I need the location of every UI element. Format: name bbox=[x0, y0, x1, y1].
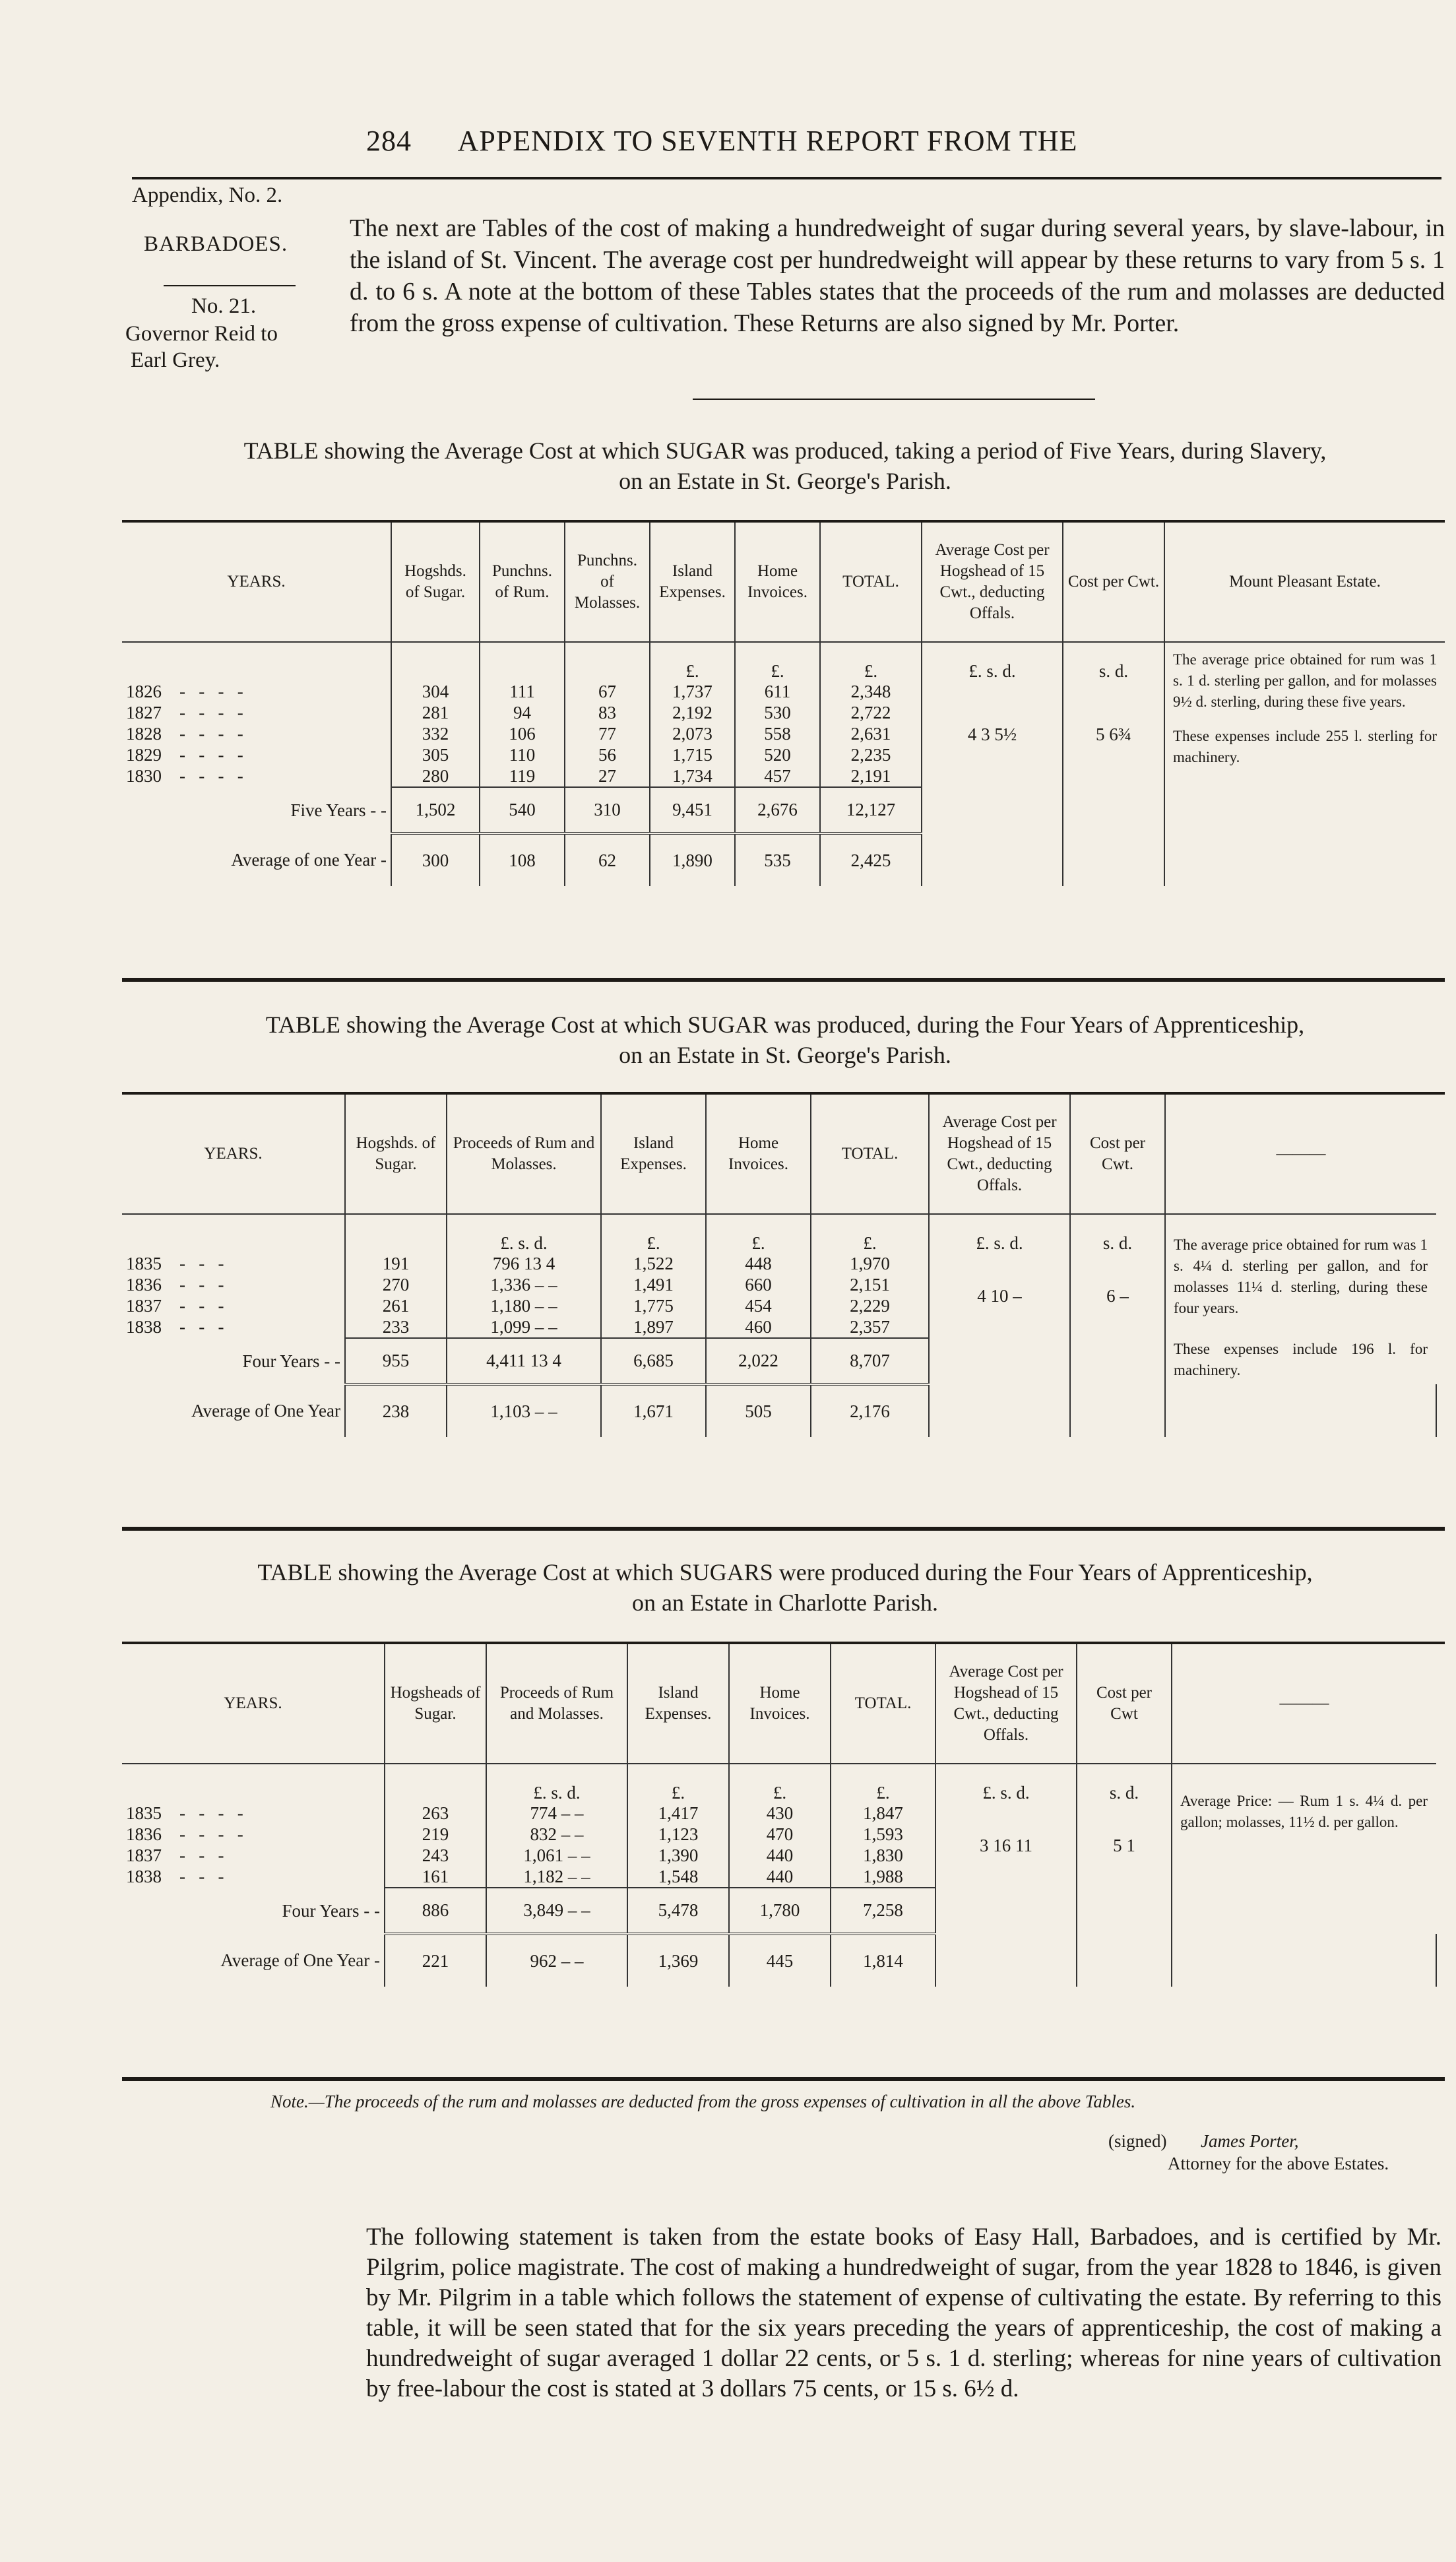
cell: 457 bbox=[735, 766, 820, 787]
cell: 332 bbox=[391, 724, 480, 745]
cell: 305 bbox=[391, 745, 480, 766]
table3 bbox=[122, 1644, 1445, 1987]
average-cell: 2,176 bbox=[811, 1384, 929, 1437]
total-cell: 9,451 bbox=[650, 787, 735, 833]
average-label: Average of One Year bbox=[191, 1400, 340, 1421]
cell: 1,737 bbox=[650, 682, 735, 703]
table3-caption-line2: on an Estate in Charlotte Parish. bbox=[632, 1589, 938, 1616]
cell: 219 bbox=[385, 1824, 486, 1845]
cell: 119 bbox=[480, 766, 565, 787]
unit: £. bbox=[729, 1764, 831, 1803]
unit: £. bbox=[735, 642, 820, 682]
cell: 440 bbox=[729, 1845, 831, 1867]
unit: £. bbox=[831, 1764, 935, 1803]
table3-header-row bbox=[122, 1644, 1445, 1764]
unit: s. d. bbox=[1077, 1764, 1172, 1803]
col-header: YEARS. bbox=[122, 1644, 385, 1764]
total-cell: 7,258 bbox=[831, 1888, 935, 1934]
table2-bottom-rule bbox=[122, 1527, 1445, 1531]
table1-header-row bbox=[122, 523, 1445, 642]
cell: 460 bbox=[706, 1317, 811, 1338]
cell: 1,593 bbox=[831, 1824, 935, 1845]
year-cell: 1838 - - - bbox=[126, 1867, 224, 1886]
cell: 448 bbox=[706, 1254, 811, 1275]
table2-note2: These expenses include 196 l. for machinery. bbox=[1174, 1341, 1428, 1378]
cell: 106 bbox=[480, 724, 565, 745]
col-header: Cost per Cwt. bbox=[1063, 523, 1164, 642]
col-header: Punchns. of Rum. bbox=[480, 523, 565, 642]
cell: 520 bbox=[735, 745, 820, 766]
table2-note1: The average price obtained for rum was 1 s. 4¼ d. sterling per gallon, and for molasses 11¼ d. sterling, during these four years. bbox=[1174, 1236, 1428, 1316]
year-cell: 1836 - - - - bbox=[126, 1824, 243, 1844]
cell: 304 bbox=[391, 682, 480, 703]
unit: £. s. d. bbox=[447, 1214, 601, 1254]
col-header: Home Invoices. bbox=[735, 523, 820, 642]
year-cell: 1827 - - - - bbox=[126, 703, 243, 722]
cell: 233 bbox=[345, 1317, 447, 1338]
cell: 1,123 bbox=[627, 1824, 729, 1845]
unit: £. bbox=[627, 1764, 729, 1803]
cost-cwt-cell: 6 – bbox=[1070, 1254, 1165, 1338]
col-header: Average Cost per Hogshead of 15 Cwt., deducting Offals. bbox=[922, 523, 1063, 642]
col-header: ——— bbox=[1172, 1644, 1436, 1764]
average-cell: 1,369 bbox=[627, 1934, 729, 1987]
cell: 261 bbox=[345, 1296, 447, 1317]
cell: 1,897 bbox=[601, 1317, 706, 1338]
cell: 191 bbox=[345, 1254, 447, 1275]
cell: 558 bbox=[735, 724, 820, 745]
total-label: Four Years - - bbox=[242, 1351, 340, 1371]
page-title: APPENDIX TO SEVENTH REPORT FROM THE bbox=[457, 125, 1078, 157]
cell: 1,099 – – bbox=[447, 1317, 601, 1338]
table3-notes bbox=[1172, 1764, 1436, 1987]
cell: 27 bbox=[565, 766, 650, 787]
avg-cost-cell: 4 3 5½ bbox=[922, 682, 1063, 787]
cell: 832 – – bbox=[486, 1824, 627, 1845]
unit: £. s. d. bbox=[929, 1214, 1070, 1254]
col-header: YEARS. bbox=[122, 523, 391, 642]
table2-header-row bbox=[122, 1095, 1445, 1214]
sidebar-colony: BARBADOES. bbox=[144, 232, 288, 256]
cell: 1,970 bbox=[811, 1254, 929, 1275]
table1-note1: The average price obtained for rum was 1 s. 1 d. sterling per gallon, and for molasses 9½ d. sterling, during these five years. bbox=[1173, 651, 1437, 710]
cell: 263 bbox=[385, 1803, 486, 1824]
year-cell: 1826 - - - - bbox=[126, 682, 243, 701]
unit: £. s. d. bbox=[922, 642, 1063, 682]
unit: £. bbox=[706, 1214, 811, 1254]
header-rule bbox=[132, 177, 1441, 179]
average-cell: 535 bbox=[735, 833, 820, 886]
signature-name: James Porter, bbox=[1201, 2131, 1299, 2151]
table1 bbox=[122, 523, 1445, 886]
col-header: Proceeds of Rum and Molasses. bbox=[486, 1644, 627, 1764]
cell: 440 bbox=[729, 1867, 831, 1888]
average-cell: 1,103 – – bbox=[447, 1384, 601, 1437]
col-header: Average Cost per Hogshead of 15 Cwt., deducting Offals. bbox=[935, 1644, 1077, 1764]
col-header: Average Cost per Hogshead of 15 Cwt., deducting Offals. bbox=[929, 1095, 1070, 1214]
year-cell: 1828 - - - - bbox=[126, 724, 243, 744]
average-cell: 238 bbox=[345, 1384, 447, 1437]
total-cell: 12,127 bbox=[820, 787, 922, 833]
table2-caption-line2: on an Estate in St. George's Parish. bbox=[619, 1042, 951, 1068]
total-cell: 2,676 bbox=[735, 787, 820, 833]
average-cell: 1,890 bbox=[650, 833, 735, 886]
unit: s. d. bbox=[1070, 1214, 1165, 1254]
cell: 1,775 bbox=[601, 1296, 706, 1317]
table3-caption-line1: TABLE showing the Average Cost at which SUGARS were produced during the Four Years of Apprenticeship, bbox=[257, 1559, 1313, 1585]
intro-paragraph: The next are Tables of the cost of making a hundredweight of sugar during several years, by slave-labour, in the island of St. Vincent. The average cost per hundredweight will appear by these returns to vary from 5 s. 1 d. to 6 s. A note at the bottom of these Tables states that the proceeds of the rum and molasses are deducted from the gross expense of cultivation. These Returns are also signed by Mr. Porter. bbox=[350, 214, 1445, 337]
cell: 1,061 – – bbox=[486, 1845, 627, 1867]
unit: £. s. d. bbox=[486, 1764, 627, 1803]
col-header: Island Expenses. bbox=[601, 1095, 706, 1214]
average-cell: 505 bbox=[706, 1384, 811, 1437]
cell: 281 bbox=[391, 703, 480, 724]
cell: 430 bbox=[729, 1803, 831, 1824]
col-header: Cost per Cwt bbox=[1077, 1644, 1172, 1764]
cell: 2,192 bbox=[650, 703, 735, 724]
table2-caption-line1: TABLE showing the Average Cost at which SUGAR was produced, during the Four Years of Apprenticeship, bbox=[265, 1011, 1305, 1038]
table2 bbox=[122, 1095, 1445, 1437]
cell: 2,722 bbox=[820, 703, 922, 724]
col-header: TOTAL. bbox=[820, 523, 922, 642]
table3-units-row bbox=[122, 1764, 1445, 1803]
table2-units-row bbox=[122, 1214, 1445, 1254]
cell: 1,830 bbox=[831, 1845, 935, 1867]
table1-caption bbox=[125, 435, 1445, 496]
year-cell: 1837 - - - bbox=[126, 1296, 224, 1316]
cell: 2,235 bbox=[820, 745, 922, 766]
total-cell: 5,478 bbox=[627, 1888, 729, 1934]
cell: 1,522 bbox=[601, 1254, 706, 1275]
year-cell: 1838 - - - bbox=[126, 1317, 224, 1337]
average-cell: 962 – – bbox=[486, 1934, 627, 1987]
cell: 1,390 bbox=[627, 1845, 729, 1867]
table1-note2: These expenses include 255 l. sterling for machinery. bbox=[1173, 728, 1437, 765]
total-cell: 540 bbox=[480, 787, 565, 833]
average-label: Average of One Year - bbox=[220, 1950, 380, 1970]
col-header: Home Invoices. bbox=[729, 1644, 831, 1764]
cell: 243 bbox=[385, 1845, 486, 1867]
cell: 94 bbox=[480, 703, 565, 724]
page-number: 284 bbox=[366, 125, 412, 157]
cell: 110 bbox=[480, 745, 565, 766]
unit: £. bbox=[820, 642, 922, 682]
table1-caption-line1: TABLE showing the Average Cost at which SUGAR was produced, taking a period of Five Years, during Slavery, bbox=[243, 437, 1327, 464]
cell: 280 bbox=[391, 766, 480, 787]
table1-units-row bbox=[122, 642, 1445, 682]
cell: 1,336 – – bbox=[447, 1275, 601, 1296]
table1-bottom-rule bbox=[122, 978, 1445, 982]
col-header: Island Expenses. bbox=[627, 1644, 729, 1764]
col-header: Hogshds. of Sugar. bbox=[391, 523, 480, 642]
page-header bbox=[366, 124, 1077, 158]
col-header: Cost per Cwt. bbox=[1070, 1095, 1165, 1214]
signature-signed: (signed) bbox=[1108, 2131, 1167, 2151]
cell: 270 bbox=[345, 1275, 447, 1296]
cell: 161 bbox=[385, 1867, 486, 1888]
year-cell: 1835 - - - bbox=[126, 1254, 224, 1273]
col-header: Punchns. of Molasses. bbox=[565, 523, 650, 642]
cell: 530 bbox=[735, 703, 820, 724]
average-label: Average of one Year - bbox=[231, 849, 387, 870]
table3-caption bbox=[125, 1557, 1445, 1618]
average-cell: 2,425 bbox=[820, 833, 922, 886]
total-cell: 3,849 – – bbox=[486, 1888, 627, 1934]
total-label: Five Years - - bbox=[290, 800, 387, 820]
cell: 454 bbox=[706, 1296, 811, 1317]
average-cell: 1,671 bbox=[601, 1384, 706, 1437]
col-header: TOTAL. bbox=[831, 1644, 935, 1764]
unit: £. s. d. bbox=[935, 1764, 1077, 1803]
cell: 1,988 bbox=[831, 1867, 935, 1888]
year-cell: 1837 - - - bbox=[126, 1845, 224, 1865]
cell: 660 bbox=[706, 1275, 811, 1296]
sidebar-rule bbox=[164, 285, 296, 286]
year-cell: 1836 - - - bbox=[126, 1275, 224, 1295]
cell: 83 bbox=[565, 703, 650, 724]
signature-role: Attorney for the above Estates. bbox=[1168, 2154, 1389, 2173]
total-cell: 310 bbox=[565, 787, 650, 833]
average-cell: 445 bbox=[729, 1934, 831, 1987]
col-header: Proceeds of Rum and Molasses. bbox=[447, 1095, 601, 1214]
col-header: Island Expenses. bbox=[650, 523, 735, 642]
cell: 2,357 bbox=[811, 1317, 929, 1338]
cell: 1,548 bbox=[627, 1867, 729, 1888]
year-cell: 1829 - - - - bbox=[126, 745, 243, 765]
cell: 1,734 bbox=[650, 766, 735, 787]
unit: s. d. bbox=[1063, 642, 1164, 682]
unit: £. bbox=[650, 642, 735, 682]
cell: 111 bbox=[480, 682, 565, 703]
cell: 1,491 bbox=[601, 1275, 706, 1296]
cell: 1,417 bbox=[627, 1803, 729, 1824]
total-cell: 1,502 bbox=[391, 787, 480, 833]
cost-cwt-cell: 5 1 bbox=[1077, 1803, 1172, 1888]
average-cell: 1,814 bbox=[831, 1934, 935, 1987]
year-cell: 1830 - - - - bbox=[126, 766, 243, 786]
cell: 2,191 bbox=[820, 766, 922, 787]
tables-note: Note.—The proceeds of the rum and molasses are deducted from the gross expenses of cultivation in all the above Tables. bbox=[270, 2092, 1136, 2111]
cell: 611 bbox=[735, 682, 820, 703]
sidebar-line2: Earl Grey. bbox=[131, 348, 220, 372]
footer-paragraph: The following statement is taken from the estate books of Easy Hall, Barbadoes, and is certified by Mr. Pilgrim, police magistrate. The cost of making a hundredweight of sugar, from the year 1828 to 1846, is given by Mr. Pilgrim in a table which follows the statement of expense of cultivating the estate. By referring to this table, it will be seen stated that for the six years preceding the years of apprenticeship, the cost of making a hundredweight of sugar averaged 1 dollar 22 cents, or 5 s. 1 d. sterling; whereas for nine years of cultivation by free-labour the cost is stated at 3 dollars 75 cents, or 15 s. 6½ d. bbox=[366, 2224, 1441, 2402]
cell: 56 bbox=[565, 745, 650, 766]
total-cell: 4,411 13 4 bbox=[447, 1338, 601, 1384]
cell: 1,180 – – bbox=[447, 1296, 601, 1317]
table2-caption bbox=[125, 1009, 1445, 1070]
sidebar-appendix: Appendix, No. 2. bbox=[132, 183, 283, 207]
cell: 1,715 bbox=[650, 745, 735, 766]
avg-cost-cell: 4 10 – bbox=[929, 1254, 1070, 1338]
cell: 1,182 – – bbox=[486, 1867, 627, 1888]
table2-notes bbox=[1165, 1214, 1436, 1437]
cell: 470 bbox=[729, 1824, 831, 1845]
col-header: ——— bbox=[1165, 1095, 1436, 1214]
table3-bottom-rule bbox=[122, 2077, 1445, 2081]
total-cell: 955 bbox=[345, 1338, 447, 1384]
col-header: Hogshds. of Sugar. bbox=[345, 1095, 447, 1214]
cell: 1,847 bbox=[831, 1803, 935, 1824]
cell: 2,073 bbox=[650, 724, 735, 745]
total-cell: 6,685 bbox=[601, 1338, 706, 1384]
col-header: TOTAL. bbox=[811, 1095, 929, 1214]
cell: 2,631 bbox=[820, 724, 922, 745]
average-cell: 108 bbox=[480, 833, 565, 886]
col-header: Hogsheads of Sugar. bbox=[385, 1644, 486, 1764]
col-header: Mount Pleasant Estate. bbox=[1164, 523, 1445, 642]
total-label: Four Years - - bbox=[282, 1900, 380, 1921]
sidebar-line1: Governor Reid to bbox=[125, 322, 278, 346]
average-cell: 300 bbox=[391, 833, 480, 886]
year-cell: 1835 - - - - bbox=[126, 1803, 243, 1823]
cell: 2,348 bbox=[820, 682, 922, 703]
cost-cwt-cell: 5 6¾ bbox=[1063, 682, 1164, 787]
table1-notes bbox=[1164, 642, 1445, 886]
cell: 796 13 4 bbox=[447, 1254, 601, 1275]
sidebar-number: No. 21. bbox=[191, 294, 257, 318]
unit: £. bbox=[811, 1214, 929, 1254]
average-cell: 62 bbox=[565, 833, 650, 886]
cell: 77 bbox=[565, 724, 650, 745]
table1-caption-line2: on an Estate in St. George's Parish. bbox=[619, 468, 951, 494]
table3-note1: Average Price: — Rum 1 s. 4¼ d. per gallon; molasses, 11½ d. per gallon. bbox=[1180, 1793, 1428, 1830]
col-header: Home Invoices. bbox=[706, 1095, 811, 1214]
cell: 2,229 bbox=[811, 1296, 929, 1317]
cell: 2,151 bbox=[811, 1275, 929, 1296]
cell: 774 – – bbox=[486, 1803, 627, 1824]
cell: 67 bbox=[565, 682, 650, 703]
total-cell: 1,780 bbox=[729, 1888, 831, 1934]
intro-rule bbox=[693, 399, 1095, 400]
col-header: YEARS. bbox=[122, 1095, 345, 1214]
average-cell: 221 bbox=[385, 1934, 486, 1987]
total-cell: 8,707 bbox=[811, 1338, 929, 1384]
total-cell: 886 bbox=[385, 1888, 486, 1934]
total-cell: 2,022 bbox=[706, 1338, 811, 1384]
unit: £. bbox=[601, 1214, 706, 1254]
avg-cost-cell: 3 16 11 bbox=[935, 1803, 1077, 1888]
